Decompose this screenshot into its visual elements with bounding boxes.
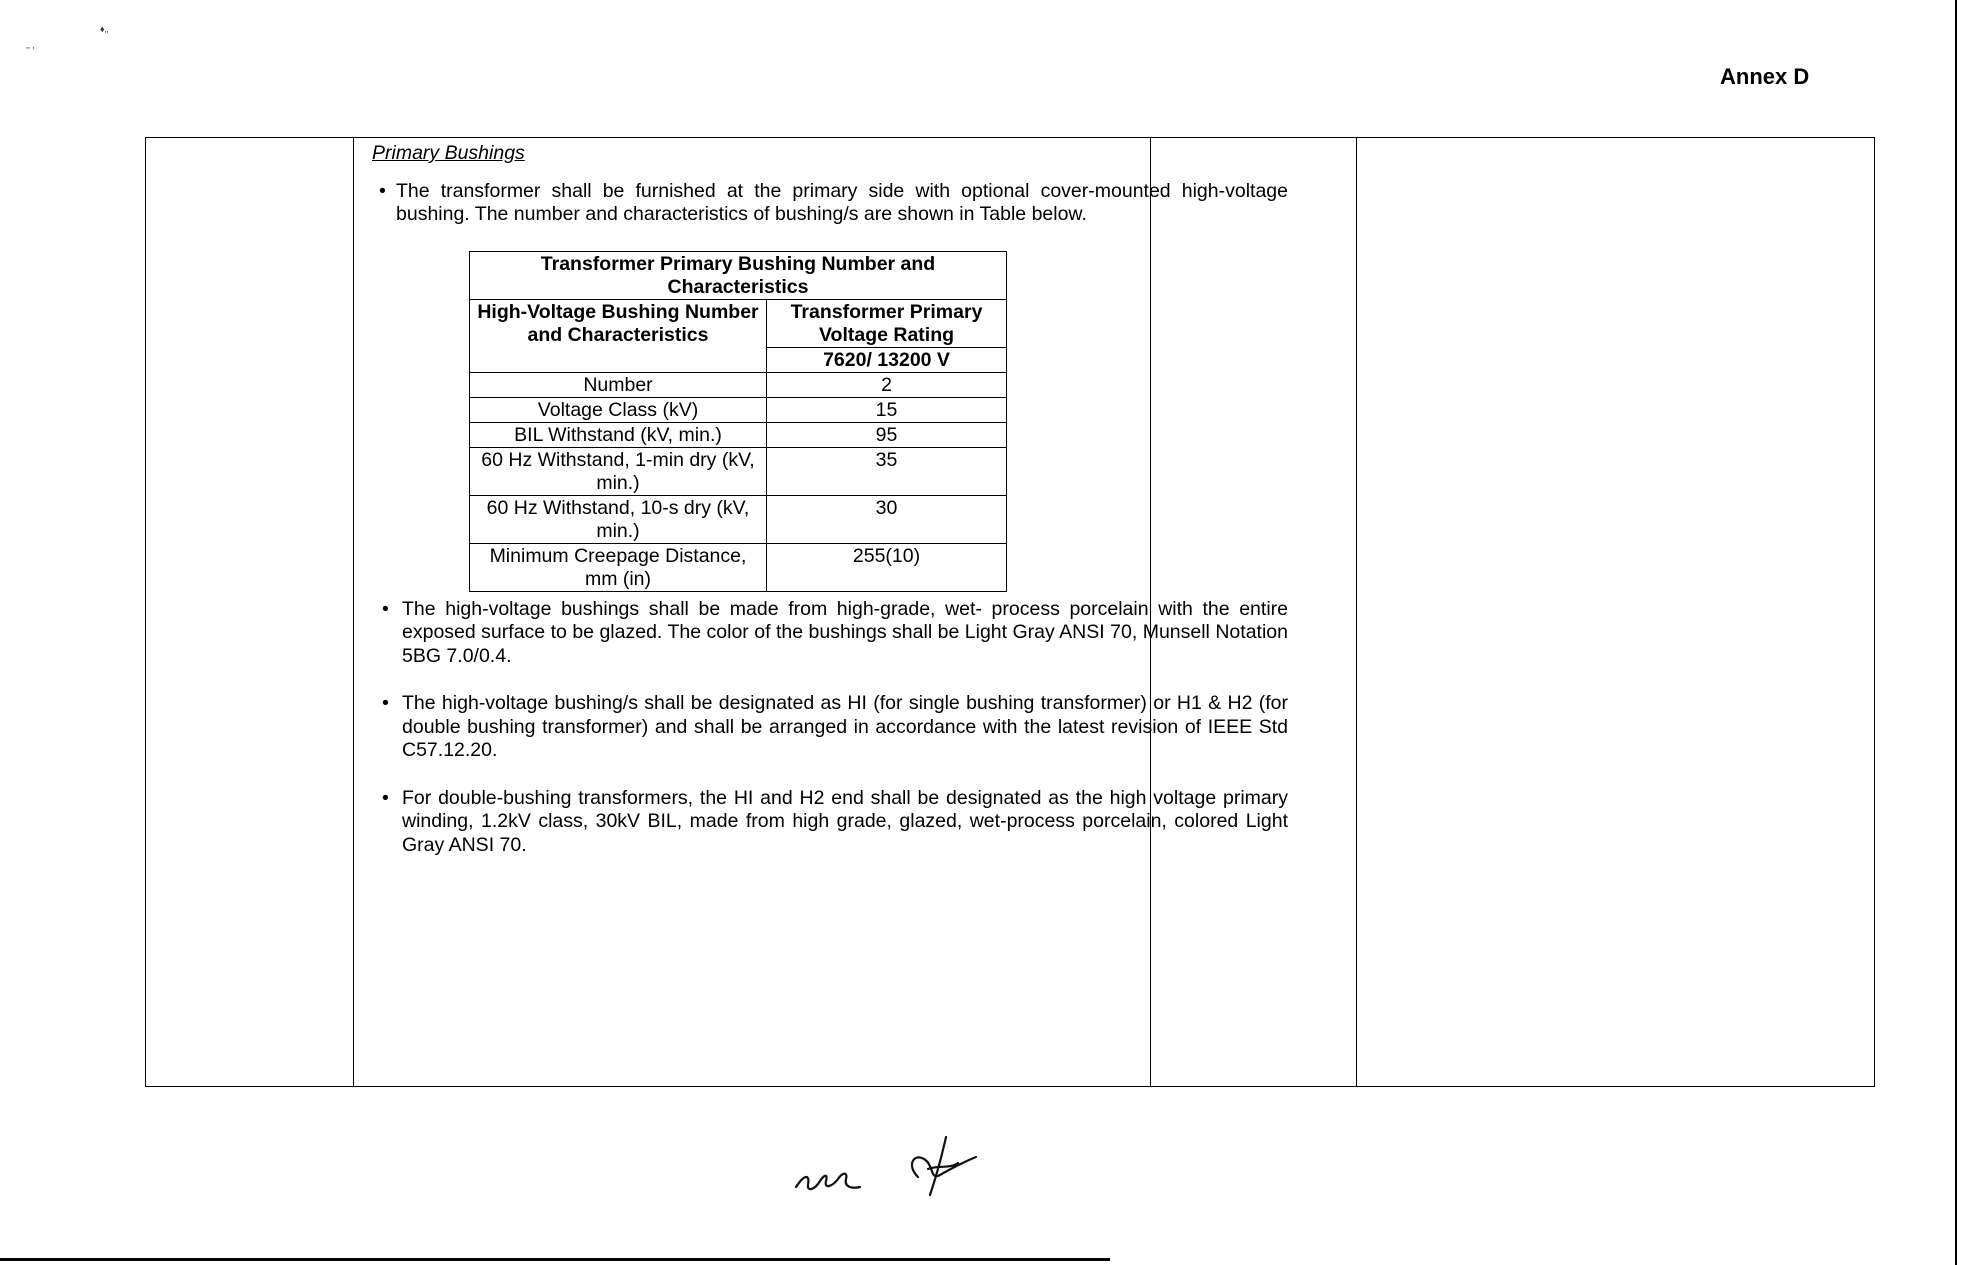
bullet-text: The transformer shall be furnished at the primary side with optional cover-mounted high-voltage bushing. The number and characteristics of bushing/s are shown in Table below. bbox=[396, 179, 1288, 225]
row-label: 60 Hz Withstand, 1-min dry (kV, min.) bbox=[470, 447, 767, 495]
row-value: 35 bbox=[767, 447, 1007, 495]
page-bottom-edge bbox=[0, 1258, 1110, 1261]
bullet-text: The high-voltage bushings shall be made from high-grade, wet- process porcelain with the entire exposed surface to be glazed. The color of the bushings shall be Light Gray ANSI 70, Munsell Notation 5BG 7.0/0.4. bbox=[402, 597, 1288, 667]
column-header: High-Voltage Bushing Number and Characteristics bbox=[470, 299, 767, 372]
table-row bbox=[470, 251, 1007, 299]
row-label: 60 Hz Withstand, 10-s dry (kV, min.) bbox=[470, 495, 767, 543]
table-row bbox=[470, 397, 1007, 422]
column-divider bbox=[353, 138, 354, 1086]
handwritten-signature bbox=[790, 1125, 990, 1205]
bullet-list bbox=[366, 598, 1288, 858]
annex-label: Annex D bbox=[1720, 64, 1810, 89]
table-row bbox=[470, 447, 1007, 495]
document-frame bbox=[145, 137, 1875, 1087]
column-divider bbox=[1356, 138, 1357, 1086]
table-row bbox=[470, 543, 1007, 591]
row-value: 2 bbox=[767, 372, 1007, 397]
bullet-icon: • bbox=[382, 786, 389, 809]
row-label: Minimum Creepage Distance, mm (in) bbox=[470, 543, 767, 591]
scan-artifact: ‚‚ ‚ bbox=[26, 40, 35, 50]
bullet-icon: • bbox=[379, 179, 386, 202]
specification-content bbox=[366, 142, 1288, 857]
list-item bbox=[366, 692, 1288, 763]
page-right-edge bbox=[1955, 0, 1957, 1265]
row-value: 255(10) bbox=[767, 543, 1007, 591]
bullet-icon: • bbox=[382, 597, 389, 620]
section-title: Primary Bushings bbox=[372, 142, 525, 164]
row-value: 95 bbox=[767, 422, 1007, 447]
row-label: BIL Withstand (kV, min.) bbox=[470, 422, 767, 447]
bullet-text: For double-bushing transformers, the HI and H2 end shall be designated as the high voltage primary winding, 1.2kV class, 30kV BIL, made from high grade, glazed, wet-process porcelain, colored Light Gray ANSI 70. bbox=[402, 786, 1288, 856]
list-item bbox=[366, 787, 1288, 858]
list-item bbox=[366, 598, 1288, 669]
row-value: 15 bbox=[767, 397, 1007, 422]
bushing-table bbox=[469, 251, 1007, 592]
table-title: Transformer Primary Bushing Number and Characteristics bbox=[470, 251, 1007, 299]
bullet-list bbox=[366, 180, 1288, 227]
list-item bbox=[366, 180, 1288, 227]
table-row bbox=[470, 372, 1007, 397]
table-row bbox=[470, 495, 1007, 543]
column-header: Transformer Primary Voltage Rating bbox=[767, 299, 1007, 347]
bullet-text: The high-voltage bushing/s shall be designated as HI (for single bushing transformer) or H1 & H2 (for double bushing transformer) and shall be arranged in accordance with the latest revision of IEEE Std C57.12.20. bbox=[402, 692, 1288, 761]
row-value: 30 bbox=[767, 495, 1007, 543]
table-row bbox=[470, 422, 1007, 447]
scan-artifact: ♦‚‚ bbox=[100, 24, 109, 34]
column-subheader: 7620/ 13200 V bbox=[767, 347, 1007, 372]
bullet-icon: • bbox=[382, 692, 389, 714]
table-row bbox=[470, 299, 1007, 347]
row-label: Voltage Class (kV) bbox=[470, 397, 767, 422]
row-label: Number bbox=[470, 372, 767, 397]
